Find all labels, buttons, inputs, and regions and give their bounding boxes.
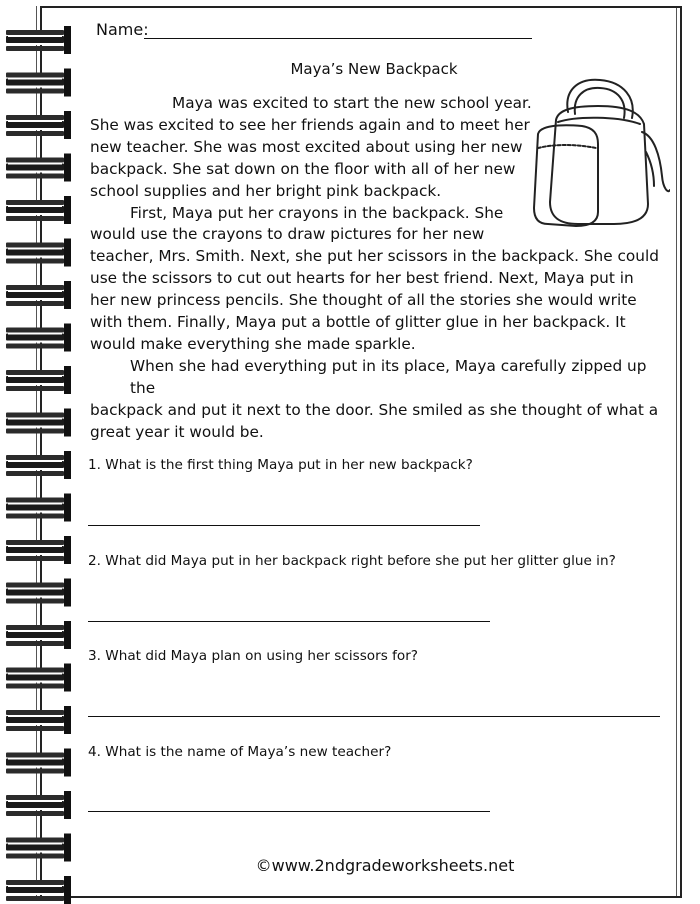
spiral-coil-icon bbox=[6, 494, 71, 522]
story-line: with them. Finally, Maya put a bottle of glitter glue in her backpack. It bbox=[90, 313, 626, 332]
story-line: First, Maya put her crayons in the backpack. She bbox=[130, 203, 504, 222]
page-border-top bbox=[40, 6, 682, 8]
question-4: 4. What is the name of Maya’s new teacher? bbox=[88, 744, 392, 760]
story-line: use the scissors to cut out hearts for her best friend. Next, Maya put in bbox=[90, 269, 634, 288]
page-border-right bbox=[680, 6, 682, 898]
spiral-coil-icon bbox=[6, 154, 71, 182]
answer-line-1[interactable] bbox=[88, 525, 480, 526]
story-line: backpack. She sat down on the floor with all of her new bbox=[90, 159, 516, 178]
spiral-coil-icon bbox=[6, 664, 71, 692]
story-line: school supplies and her bright pink backpack. bbox=[90, 181, 442, 200]
name-label: Name: bbox=[96, 20, 149, 39]
story-paragraph-2 bbox=[90, 203, 670, 356]
worksheet-title: Maya’s New Backpack bbox=[290, 60, 458, 78]
story-line: backpack and put it next to the door. She smiled as she thought of what a bbox=[90, 400, 659, 419]
story-line: great year it would be. bbox=[90, 422, 264, 441]
spiral-coil-icon bbox=[6, 409, 71, 437]
spiral-coil-icon bbox=[6, 239, 71, 267]
spiral-coil-icon bbox=[6, 111, 71, 139]
answer-line-4[interactable] bbox=[88, 811, 490, 812]
spiral-coil-icon bbox=[6, 579, 71, 607]
spiral-coil-icon bbox=[6, 281, 71, 309]
spiral-coil-icon bbox=[6, 706, 71, 734]
spiral-coil-icon bbox=[6, 26, 71, 54]
story-line: would make everything she made sparkle. bbox=[90, 334, 416, 353]
spiral-coil-icon bbox=[6, 196, 71, 224]
story-line: Maya was excited to start the new school year. bbox=[172, 94, 532, 112]
story-paragraph-3 bbox=[90, 356, 670, 444]
spiral-coil-icon bbox=[6, 791, 71, 819]
story-line: When she had everything put in its place, Maya carefully zipped up the bbox=[130, 356, 647, 397]
spiral-coil-icon bbox=[6, 451, 71, 479]
story-paragraph-1 bbox=[90, 93, 670, 203]
answer-line-3[interactable] bbox=[88, 716, 660, 717]
story-line: would use the crayons to draw pictures for her new bbox=[90, 225, 485, 244]
answer-line-2[interactable] bbox=[88, 621, 490, 622]
story-line: teacher, Mrs. Smith. Next, she put her scissors in the backpack. She could bbox=[90, 247, 659, 266]
spiral-coil-icon bbox=[6, 621, 71, 649]
page-border-right-inner bbox=[676, 6, 677, 898]
spiral-coil-icon bbox=[6, 876, 71, 904]
spiral-coil-icon bbox=[6, 366, 71, 394]
story-line: She was excited to see her friends again and to meet her bbox=[90, 115, 530, 134]
story-text bbox=[90, 93, 670, 444]
question-3: 3. What did Maya plan on using her scissors for? bbox=[88, 648, 419, 664]
question-2: 2. What did Maya put in her backpack right before she put her glitter glue in? bbox=[88, 553, 616, 569]
spiral-coil-icon bbox=[6, 749, 71, 777]
footer-url: ©www.2ndgradeworksheets.net bbox=[255, 856, 515, 875]
spiral-binding-icon bbox=[0, 0, 90, 904]
name-field-line[interactable] bbox=[144, 38, 532, 39]
spiral-coil-icon bbox=[6, 536, 71, 564]
question-1: 1. What is the first thing Maya put in her new backpack? bbox=[88, 457, 473, 473]
story-line: new teacher. She was most excited about using her new bbox=[90, 137, 523, 156]
story-line: her new princess pencils. She thought of all the stories she would write bbox=[90, 291, 637, 310]
page-border-bottom bbox=[40, 896, 682, 898]
spiral-coil-icon bbox=[6, 324, 71, 352]
